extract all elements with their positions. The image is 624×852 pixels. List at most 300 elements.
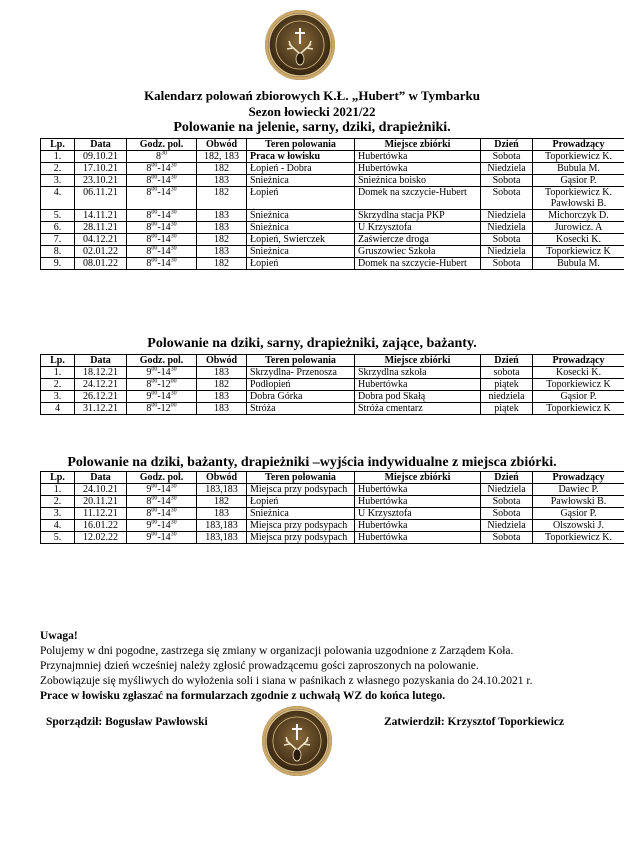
cell-meeting-place-text: U Krzysztofa bbox=[358, 508, 412, 519]
time-minutes: 30 bbox=[170, 507, 177, 514]
column-header: Data bbox=[75, 139, 127, 151]
table-header-row bbox=[41, 355, 624, 367]
cell-date-text: 08.01.22 bbox=[83, 258, 118, 269]
cell-lp-text: 2. bbox=[53, 379, 62, 390]
cell-district-text: 183 bbox=[214, 391, 229, 402]
cell-date-text: 16.01.22 bbox=[83, 520, 118, 531]
cell-date-text: 02.01.22 bbox=[83, 246, 118, 257]
cell-time bbox=[127, 520, 197, 532]
column-header: Godz. pol. bbox=[127, 472, 197, 484]
cell-terrain-text: Łopień bbox=[250, 496, 279, 507]
cell-lp-text: 1. bbox=[53, 484, 62, 495]
time-minutes: 30 bbox=[170, 221, 177, 228]
cell-lp-text: 5. bbox=[53, 532, 62, 543]
cell-lp bbox=[41, 532, 75, 544]
cell-leader-text: Toporkiewicz K bbox=[546, 403, 611, 414]
cell-lp bbox=[41, 391, 75, 403]
approved-by-signature: Zatwierdził: Krzysztof Toporkiewicz bbox=[384, 716, 565, 728]
table-row bbox=[41, 484, 624, 496]
table-row bbox=[41, 496, 624, 508]
time-hours: 8 bbox=[146, 234, 152, 245]
cell-meeting-place bbox=[355, 532, 481, 544]
time-minutes: 30 bbox=[170, 233, 177, 240]
cell-leader-text: Gąsior P. bbox=[560, 391, 597, 402]
time-minutes: 00 bbox=[151, 174, 158, 181]
cell-date bbox=[75, 367, 127, 379]
time-hours: 8 bbox=[146, 187, 152, 198]
section3-title: Polowanie na dziki, bażanty, drapieżniki –wyjścia indywidualne z miejsca zbiórki. bbox=[67, 455, 557, 470]
cell-meeting-place-text: Hubertówka bbox=[358, 520, 408, 531]
cell-day-text: Niedziela bbox=[487, 163, 526, 174]
cell-terrain-text: Miejsca przy podsypach bbox=[250, 532, 348, 543]
cell-lp-text: 3. bbox=[53, 175, 62, 186]
table-row bbox=[41, 403, 624, 415]
cell-terrain bbox=[247, 520, 355, 532]
cell-date-text: 28.11.21 bbox=[83, 222, 118, 233]
cell-terrain-text: Łopień - Dobra bbox=[250, 163, 312, 174]
cell-leader bbox=[533, 484, 624, 496]
cell-meeting-place bbox=[355, 258, 481, 270]
cell-terrain-text: Śnieżnica bbox=[250, 508, 289, 519]
cell-time bbox=[127, 496, 197, 508]
time-minutes: 30 bbox=[170, 366, 177, 373]
time-hours: -14 bbox=[157, 532, 171, 543]
cell-date bbox=[75, 175, 127, 187]
cell-date bbox=[75, 187, 127, 210]
time-hours: -12 bbox=[157, 379, 171, 390]
cell-district-text: 183,183 bbox=[205, 532, 238, 543]
time-hours: -12 bbox=[157, 403, 171, 414]
cell-date bbox=[75, 391, 127, 403]
table-row bbox=[41, 258, 624, 270]
cell-lp bbox=[41, 520, 75, 532]
time-hours: -14 bbox=[157, 391, 171, 402]
time-hours: 8 bbox=[146, 258, 152, 269]
time-minutes: 00 bbox=[170, 402, 177, 409]
cell-terrain bbox=[247, 391, 355, 403]
cell-meeting-place-text: Śnieżnica boisko bbox=[358, 175, 427, 186]
cell-day bbox=[481, 391, 533, 403]
column-header: Obwód bbox=[197, 355, 247, 367]
table-header-row bbox=[41, 139, 624, 151]
cell-terrain bbox=[247, 175, 355, 187]
cell-meeting-place-text: Stróża cmentarz bbox=[358, 403, 423, 414]
cell-terrain bbox=[247, 484, 355, 496]
cell-terrain-text: Praca w łowisku bbox=[250, 151, 320, 162]
cell-meeting-place bbox=[355, 234, 481, 246]
cell-leader-text: Olszowski J. bbox=[552, 520, 605, 531]
time-minutes: 30 bbox=[170, 186, 177, 193]
cell-leader-text: Gąsior P. bbox=[560, 175, 597, 186]
cell-district bbox=[197, 403, 247, 415]
cell-district-text: 182, 183 bbox=[204, 151, 239, 162]
time-hours: -14 bbox=[157, 520, 171, 531]
cell-day-text: Niedziela bbox=[487, 210, 526, 221]
time-minutes: 30 bbox=[170, 257, 177, 264]
table-header-row bbox=[41, 472, 624, 484]
season-title: Sezon łowiecki 2021/22 bbox=[248, 104, 376, 119]
cell-meeting-place-text: Zaświercze droga bbox=[358, 234, 429, 245]
cell-district-text: 182 bbox=[214, 187, 229, 198]
cell-meeting-place bbox=[355, 520, 481, 532]
cell-leader bbox=[533, 508, 624, 520]
cell-day-text: Sobota bbox=[492, 187, 521, 198]
cell-time bbox=[127, 403, 197, 415]
cell-leader bbox=[533, 391, 624, 403]
section2-title: Polowanie na dziki, sarny, drapieżniki, zające, bażanty. bbox=[147, 336, 477, 351]
time-hours: -14 bbox=[157, 496, 171, 507]
cell-leader-text: Bubula M. bbox=[557, 258, 600, 269]
cell-meeting-place bbox=[355, 163, 481, 175]
cell-leader-text: Kosecki K. bbox=[556, 234, 601, 245]
column-header: Lp. bbox=[41, 139, 75, 151]
cell-district bbox=[197, 163, 247, 175]
cell-terrain-text: Śnieżnica bbox=[250, 246, 289, 257]
cell-lp bbox=[41, 484, 75, 496]
cell-lp bbox=[41, 508, 75, 520]
cell-district-text: 183 bbox=[214, 210, 229, 221]
cell-day-text: Niedziela bbox=[487, 520, 526, 531]
notes-heading: Uwaga! bbox=[40, 630, 78, 642]
cell-date bbox=[75, 496, 127, 508]
time-hours: -14 bbox=[157, 258, 171, 269]
cell-date bbox=[75, 210, 127, 222]
time-hours: 8 bbox=[146, 222, 152, 233]
time-hours: 8 bbox=[146, 163, 152, 174]
cell-lp bbox=[41, 403, 75, 415]
time-hours: 8 bbox=[146, 403, 152, 414]
cell-date bbox=[75, 258, 127, 270]
cell-day bbox=[481, 258, 533, 270]
cell-date bbox=[75, 151, 127, 163]
cell-terrain-text: Podłopień bbox=[250, 379, 291, 390]
cell-time bbox=[127, 234, 197, 246]
cell-day-text: Sobota bbox=[492, 258, 521, 269]
column-header: Miejsce zbiórki bbox=[355, 139, 481, 151]
notes-line: Zobowiązuje się myśliwych do wyłożenia soli i siana w paśnikach z własnego pozyskania do 24.10.2021 r. bbox=[40, 675, 533, 687]
cell-meeting-place-text: Skrzydlna stacja PKP bbox=[358, 210, 445, 221]
time-hours: -14 bbox=[157, 210, 171, 221]
cell-date-text: 20.11.21 bbox=[83, 496, 118, 507]
cell-lp bbox=[41, 246, 75, 258]
time-minutes: 30 bbox=[170, 162, 177, 169]
cell-day bbox=[481, 496, 533, 508]
cell-leader-text: Toporkiewicz K. Pawłowski B. bbox=[544, 187, 613, 209]
club-logo-bottom bbox=[262, 706, 332, 776]
cell-district bbox=[197, 379, 247, 391]
cell-terrain bbox=[247, 222, 355, 234]
cell-date bbox=[75, 484, 127, 496]
cell-day-text: Niedziela bbox=[487, 246, 526, 257]
column-header: Teren polowania bbox=[247, 472, 355, 484]
cell-lp-text: 6. bbox=[53, 222, 62, 233]
time-minutes: 00 bbox=[151, 483, 158, 490]
cell-terrain-text: Łopień, Swierczek bbox=[250, 234, 325, 245]
time-minutes: 00 bbox=[151, 390, 158, 397]
time-minutes: 00 bbox=[151, 402, 158, 409]
column-header: Obwód bbox=[197, 139, 247, 151]
cell-day-text: niedziela bbox=[488, 391, 525, 402]
cell-meeting-place bbox=[355, 508, 481, 520]
cell-day bbox=[481, 379, 533, 391]
column-header: Prowadzący bbox=[533, 355, 624, 367]
cell-terrain-text: Łopień bbox=[250, 258, 279, 269]
cell-leader bbox=[533, 187, 624, 210]
time-minutes: 00 bbox=[151, 507, 158, 514]
cell-lp-text: 1. bbox=[53, 367, 62, 378]
cell-leader-text: Gąsior P. bbox=[560, 508, 597, 519]
cell-time bbox=[127, 258, 197, 270]
cell-meeting-place-text: U Krzysztofa bbox=[358, 222, 412, 233]
cell-district bbox=[197, 151, 247, 163]
cell-district bbox=[197, 234, 247, 246]
table-row bbox=[41, 246, 624, 258]
cell-district-text: 183 bbox=[214, 175, 229, 186]
time-hours: 8 bbox=[156, 151, 161, 162]
time-minutes: 30 bbox=[170, 390, 177, 397]
cell-time bbox=[127, 391, 197, 403]
cell-terrain bbox=[247, 151, 355, 163]
cell-leader bbox=[533, 367, 624, 379]
time-minutes: 30 bbox=[170, 519, 177, 526]
cell-date bbox=[75, 222, 127, 234]
cell-date bbox=[75, 532, 127, 544]
cell-leader-text: Toporkiewicz K. bbox=[544, 151, 613, 162]
cell-meeting-place-text: Domek na szczycie-Hubert bbox=[358, 258, 467, 269]
notes-line: Prace w łowisku zgłaszać na formularzach zgodnie z uchwałą WZ do końca lutego. bbox=[40, 690, 446, 702]
cell-time bbox=[127, 163, 197, 175]
cell-time bbox=[127, 508, 197, 520]
cell-district bbox=[197, 508, 247, 520]
time-minutes: 30 bbox=[170, 245, 177, 252]
table-row bbox=[41, 222, 624, 234]
cell-meeting-place bbox=[355, 496, 481, 508]
column-header: Miejsce zbiórki bbox=[355, 472, 481, 484]
time-hours: -14 bbox=[157, 234, 171, 245]
cell-district bbox=[197, 391, 247, 403]
cell-leader bbox=[533, 496, 624, 508]
cell-date-text: 31.12.21 bbox=[83, 403, 118, 414]
time-hours: -14 bbox=[157, 222, 171, 233]
cell-meeting-place-text: Domek na szczycie-Hubert bbox=[358, 187, 467, 198]
cell-leader-text: Michorczyk D. bbox=[548, 210, 609, 221]
time-minutes: 00 bbox=[151, 257, 158, 264]
cell-time bbox=[127, 222, 197, 234]
document-title: Kalendarz polowań zbiorowych K.Ł. „Hubert” w Tymbarku bbox=[144, 88, 480, 103]
notes-line: Przynajmniej dzień wcześniej należy zgłosić prowadzącemu gości zaproszonych na polowanie. bbox=[40, 660, 479, 672]
time-minutes: 30 bbox=[170, 531, 177, 538]
time-minutes: 00 bbox=[151, 378, 158, 385]
cell-meeting-place-text: Hubertówka bbox=[358, 151, 408, 162]
hunt-table-3 bbox=[40, 471, 624, 544]
cell-day bbox=[481, 222, 533, 234]
column-header: Data bbox=[75, 355, 127, 367]
cell-lp bbox=[41, 210, 75, 222]
time-hours: 9 bbox=[146, 391, 152, 402]
column-header: Lp. bbox=[41, 355, 75, 367]
cell-date bbox=[75, 246, 127, 258]
cell-meeting-place bbox=[355, 222, 481, 234]
time-minutes: 00 bbox=[151, 366, 158, 373]
cell-time bbox=[127, 246, 197, 258]
cell-date-text: 14.11.21 bbox=[83, 210, 118, 221]
time-minutes: 00 bbox=[151, 531, 158, 538]
cell-district bbox=[197, 532, 247, 544]
column-header: Dzień bbox=[481, 472, 533, 484]
column-header: Miejsce zbiórki bbox=[355, 355, 481, 367]
column-header: Godz. pol. bbox=[127, 139, 197, 151]
cell-day bbox=[481, 403, 533, 415]
cell-district bbox=[197, 187, 247, 210]
cell-time bbox=[127, 532, 197, 544]
time-hours: 8 bbox=[146, 496, 152, 507]
cell-leader-text: Jurowicz. A bbox=[554, 222, 603, 233]
cell-district-text: 183 bbox=[214, 367, 229, 378]
cell-meeting-place bbox=[355, 246, 481, 258]
cell-district-text: 183 bbox=[214, 403, 229, 414]
cell-leader bbox=[533, 379, 624, 391]
time-hours: 9 bbox=[146, 532, 152, 543]
cell-district-text: 183,183 bbox=[205, 484, 238, 495]
cell-meeting-place-text: Hubertówka bbox=[358, 379, 408, 390]
cell-day bbox=[481, 234, 533, 246]
cell-district-text: 182 bbox=[214, 163, 229, 174]
cell-lp bbox=[41, 187, 75, 210]
cell-terrain bbox=[247, 496, 355, 508]
time-hours: 8 bbox=[146, 508, 152, 519]
time-minutes: 30 bbox=[170, 495, 177, 502]
time-hours: -14 bbox=[157, 484, 171, 495]
cell-day-text: Niedziela bbox=[487, 484, 526, 495]
hunt-table-2 bbox=[40, 354, 624, 415]
cell-leader bbox=[533, 210, 624, 222]
cell-meeting-place-text: Skrzydlna szkoła bbox=[358, 367, 427, 378]
hunt-table-1 bbox=[40, 138, 624, 270]
cell-date-text: 24.10.21 bbox=[83, 484, 118, 495]
cell-leader-text: Toporkiewicz K bbox=[546, 246, 611, 257]
time-minutes: 30 bbox=[161, 150, 167, 157]
column-header: Obwód bbox=[197, 472, 247, 484]
time-minutes: 00 bbox=[170, 378, 177, 385]
time-minutes: 00 bbox=[151, 186, 158, 193]
cell-day-text: Sobota bbox=[492, 508, 521, 519]
cell-district-text: 183 bbox=[214, 246, 229, 257]
table-row bbox=[41, 187, 624, 210]
cell-terrain bbox=[247, 187, 355, 210]
table-row bbox=[41, 508, 624, 520]
time-hours: -14 bbox=[157, 163, 171, 174]
cell-lp-text: 5. bbox=[53, 210, 62, 221]
table-row bbox=[41, 379, 624, 391]
cell-lp-text: 8. bbox=[53, 246, 62, 257]
cell-lp-text: 3. bbox=[53, 391, 62, 402]
cell-time bbox=[127, 187, 197, 210]
cell-date bbox=[75, 403, 127, 415]
cell-district bbox=[197, 258, 247, 270]
cell-day bbox=[481, 484, 533, 496]
cell-meeting-place bbox=[355, 210, 481, 222]
cell-meeting-place-text: Hubertówka bbox=[358, 496, 408, 507]
time-minutes: 00 bbox=[151, 519, 158, 526]
cell-lp bbox=[41, 163, 75, 175]
time-hours: 9 bbox=[146, 520, 152, 531]
cell-district-text: 182 bbox=[214, 496, 229, 507]
cell-day bbox=[481, 163, 533, 175]
cell-time bbox=[127, 367, 197, 379]
cell-terrain-text: Stróża bbox=[250, 403, 276, 414]
cell-district bbox=[197, 246, 247, 258]
cell-lp-text: 2. bbox=[53, 496, 62, 507]
cell-lp-text: 9. bbox=[53, 258, 62, 269]
notes-line: Polujemy w dni pogodne, zastrzega się zmiany w organizacji polowania uzgodnione z Zarządem Koła. bbox=[40, 645, 514, 657]
cell-terrain bbox=[247, 234, 355, 246]
cell-terrain bbox=[247, 532, 355, 544]
cell-district-text: 183 bbox=[214, 508, 229, 519]
column-header: Dzień bbox=[481, 355, 533, 367]
cell-terrain bbox=[247, 210, 355, 222]
cell-district bbox=[197, 175, 247, 187]
time-hours: 8 bbox=[146, 175, 152, 186]
cell-district bbox=[197, 367, 247, 379]
time-minutes: 00 bbox=[151, 221, 158, 228]
cell-district bbox=[197, 222, 247, 234]
cell-district-text: 182 bbox=[214, 258, 229, 269]
time-hours: 8 bbox=[146, 246, 152, 257]
table-row bbox=[41, 151, 624, 163]
cell-district bbox=[197, 210, 247, 222]
cell-leader bbox=[533, 222, 624, 234]
cell-district-text: 183,183 bbox=[205, 520, 238, 531]
time-minutes: 00 bbox=[151, 233, 158, 240]
cell-terrain-text: Śnieżnica bbox=[250, 210, 289, 221]
cell-lp-text: 3. bbox=[53, 508, 62, 519]
time-hours: 9 bbox=[146, 484, 152, 495]
cell-day bbox=[481, 175, 533, 187]
cell-date-text: 04.12.21 bbox=[83, 234, 118, 245]
cell-day-text: piątek bbox=[494, 403, 519, 414]
column-header: Lp. bbox=[41, 472, 75, 484]
table-row bbox=[41, 210, 624, 222]
cell-date-text: 26.12.21 bbox=[83, 391, 118, 402]
cell-leader-text: Bubula M. bbox=[557, 163, 600, 174]
cell-terrain bbox=[247, 367, 355, 379]
cell-date-text: 23.10.21 bbox=[83, 175, 118, 186]
time-minutes: 00 bbox=[151, 495, 158, 502]
cell-terrain bbox=[247, 403, 355, 415]
cell-district bbox=[197, 520, 247, 532]
cell-lp bbox=[41, 258, 75, 270]
cell-terrain bbox=[247, 508, 355, 520]
cell-lp-text: 7. bbox=[53, 234, 62, 245]
cell-leader-text: Toporkiewicz K. bbox=[544, 532, 613, 543]
cell-terrain-text: Miejsca przy podsypach bbox=[250, 484, 348, 495]
cell-date bbox=[75, 163, 127, 175]
cell-leader bbox=[533, 234, 624, 246]
cell-lp-text: 2. bbox=[53, 163, 62, 174]
deer-antlers-icon bbox=[276, 736, 318, 762]
cell-day-text: Sobota bbox=[492, 532, 521, 543]
cell-terrain bbox=[247, 163, 355, 175]
cell-time bbox=[127, 210, 197, 222]
cell-time bbox=[127, 151, 197, 163]
cell-leader bbox=[533, 403, 624, 415]
cell-day-text: Sobota bbox=[492, 151, 521, 162]
section1-title: Polowanie na jelenie, sarny, dziki, drapieżniki. bbox=[173, 120, 451, 135]
column-header: Prowadzący bbox=[533, 472, 624, 484]
cell-meeting-place bbox=[355, 187, 481, 210]
deer-antlers-icon bbox=[279, 40, 321, 66]
cell-terrain bbox=[247, 379, 355, 391]
